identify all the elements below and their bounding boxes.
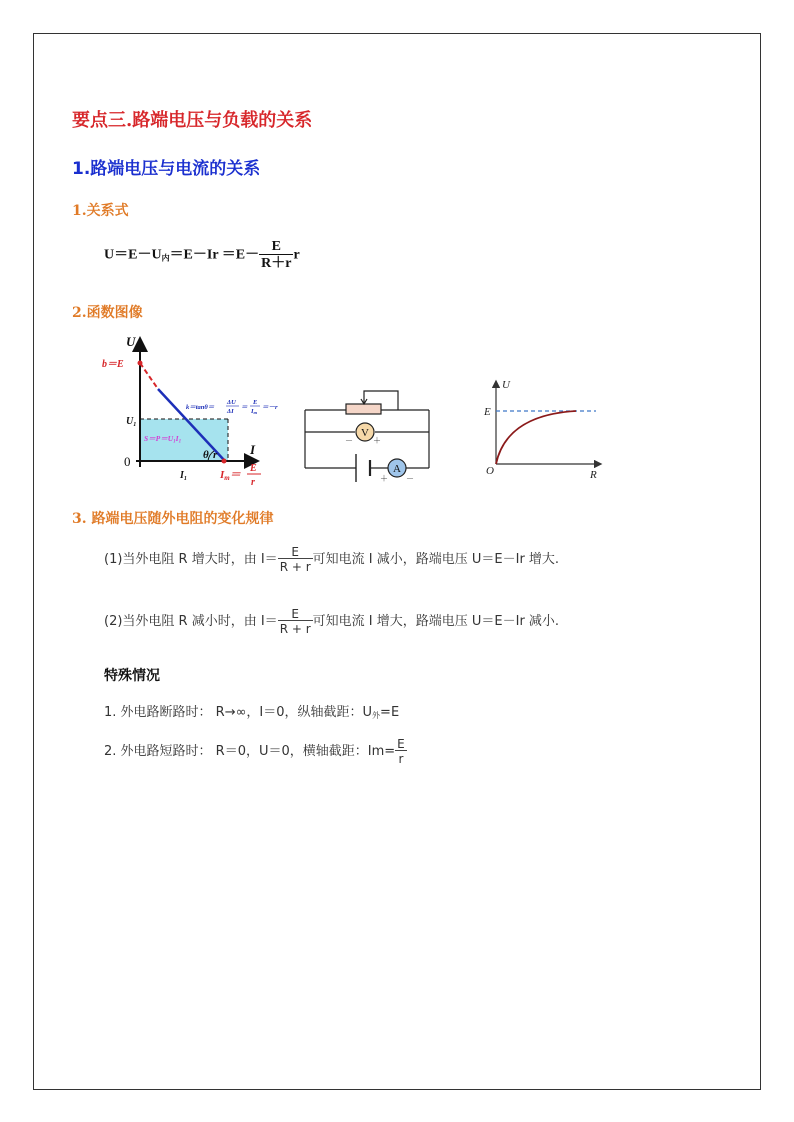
rheostat [346, 404, 381, 414]
ur-graph-figure [478, 376, 608, 484]
formula-fraction [259, 240, 293, 271]
slope-label [186, 399, 278, 415]
svg-text:k＝tanθ＝: k＝tanθ＝ [186, 404, 215, 411]
im-label [219, 463, 261, 488]
graph-heading: 2.函数图像 [72, 305, 143, 321]
relation-formula [104, 240, 300, 271]
ui-graph-figure [96, 332, 296, 488]
formula-frac-den: R＋r [261, 256, 292, 271]
rule1-text-a: (1)当外电阻 R 增大时，由 I＝ [104, 552, 278, 567]
svg-text:r: r [251, 477, 255, 488]
special-title: 特殊情况 [104, 668, 160, 684]
formula-frac-num: E [271, 239, 281, 254]
rule2-fraction [278, 608, 313, 635]
rule1-text-b: 可知电流 I 减小，路端电压 U＝E－Ir 增大. [312, 552, 560, 567]
extrapolated-line [140, 363, 158, 389]
formula-tail: r [293, 247, 300, 263]
svg-text:ΔI: ΔI [227, 408, 234, 415]
svg-text:＝: ＝ [241, 404, 248, 411]
special2-frac-den: r [395, 750, 407, 765]
subsection-title: 1.路端电压与电流的关系 [72, 159, 261, 179]
ammeter-minus: － [406, 474, 414, 483]
ammeter-plus: ＋ [380, 474, 388, 483]
rule1-frac-num: E [291, 545, 299, 559]
rule2-frac-den: R + r [279, 622, 311, 636]
svg-text:＝－r: ＝－r [262, 404, 278, 411]
voltmeter-label: V [361, 427, 369, 439]
axis-u-label: U [126, 334, 136, 349]
svg-text:Im＝: Im＝ [220, 469, 241, 482]
rule1-frac-den: R + r [279, 560, 311, 574]
im-point [222, 459, 227, 464]
rule2-text-b: 可知电流 I 增大，路端电压 U＝E－Ir 减小. [312, 614, 560, 629]
voltmeter-plus: ＋ [373, 436, 381, 445]
special-item-1 [104, 701, 399, 721]
axis-u-label: U [502, 379, 510, 391]
svg-text:Im: Im [251, 408, 258, 415]
e-point [138, 361, 143, 366]
area-label: $S=P=U_1I_1$ [144, 434, 182, 445]
rule2-frac-num: E [291, 607, 299, 621]
theta-r-label: r [213, 449, 218, 461]
special2-text-a: 2. 外电路短路时： R＝0，U＝0，横轴截距：Im= [104, 744, 396, 759]
special1-sub: 外 [372, 711, 381, 720]
rheostat-slider-arrow [361, 398, 367, 404]
section-title: 要点三.路端电压与负载的关系 [72, 110, 313, 131]
rule1-fraction [278, 546, 313, 573]
relation-heading: 1.关系式 [72, 203, 129, 219]
origin-label: 0 [124, 454, 131, 469]
ur-curve [496, 411, 576, 464]
rule-item-1 [104, 546, 559, 573]
special2-fraction [395, 738, 407, 765]
svg-text:E: E [253, 399, 258, 406]
special1-text-a: 1. 外电路断路时： R→∞，I＝0，纵轴截距：U [104, 705, 373, 720]
theta-label: θ [203, 449, 209, 461]
special-item-2 [104, 738, 407, 765]
ammeter-label: A [393, 463, 401, 475]
rules-heading: 3. 路端电压随外电阻的变化规律 [72, 511, 274, 527]
formula-sub: 内 [161, 253, 170, 263]
circuit-diagram [300, 388, 436, 486]
rule2-text-a: (2)当外电阻 R 减小时，由 I＝ [104, 614, 278, 629]
voltmeter-minus: － [345, 436, 353, 445]
origin-label: O [486, 465, 494, 477]
b-e-label: b＝E [102, 359, 124, 370]
u1-label: $U_1$ [126, 416, 137, 428]
axis-i-label: I [250, 442, 256, 457]
special2-frac-num: E [397, 737, 405, 751]
svg-text:E: E [250, 463, 257, 474]
i1-label: $I_1$ [180, 470, 187, 482]
svg-text:ΔU: ΔU [227, 399, 236, 406]
rule-item-2 [104, 608, 559, 635]
axis-r-label: R [590, 469, 597, 481]
special1-text-b: =E [380, 705, 400, 720]
e-label: E [484, 406, 491, 418]
formula-mid: ＝E－Ir ＝E－ [169, 247, 260, 263]
formula-lhs: U＝E－U [104, 247, 162, 263]
